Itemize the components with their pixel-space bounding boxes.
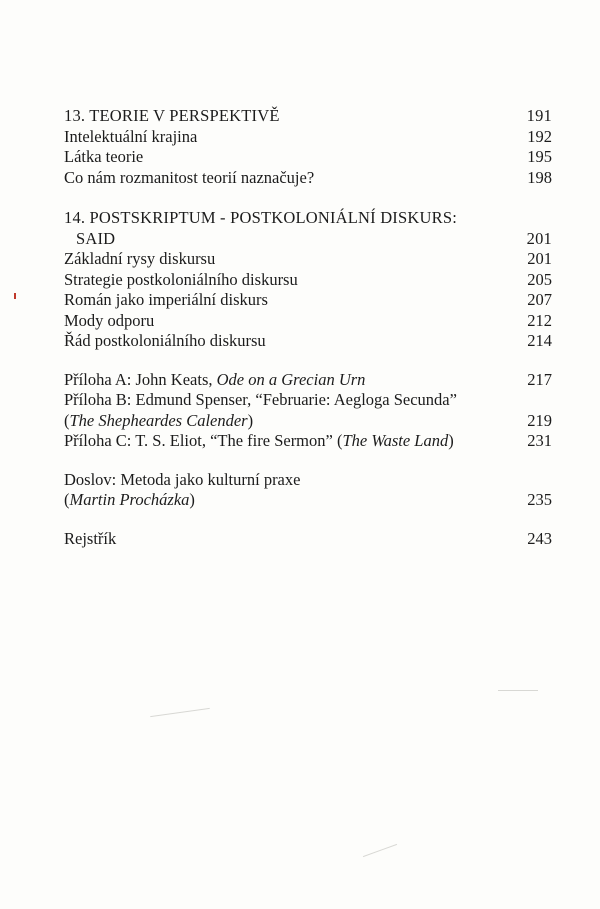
toc-entry-page: 207 [527, 290, 552, 309]
toc-appendix-b-cont[interactable] [64, 411, 552, 432]
afterword-title-line2 [64, 490, 522, 511]
afterword-paren-open: ( [64, 490, 70, 509]
toc-entry-page: 201 [527, 249, 552, 268]
toc-entry-page: 214 [527, 331, 552, 350]
toc-entry-title: Intelektuální krajina [64, 126, 198, 146]
index-page: 243 [527, 528, 552, 548]
toc-entry-page: 212 [527, 310, 552, 330]
spacer [64, 352, 552, 370]
appendix-c-page: 231 [527, 431, 552, 450]
toc-entry-title: Řád postkoloniálního diskursu [64, 331, 266, 350]
toc-chapter-14[interactable] [64, 208, 552, 229]
toc-entry-title: Co nám rozmanitost teorií naznačuje? [64, 167, 315, 187]
chapter-14-title-line2: SAID [76, 228, 116, 248]
appendix-b-page: 219 [527, 410, 552, 430]
appendix-b-title-line1: Příloha B: Edmund Spenser, “Februarie: Aegloga Secunda” [64, 390, 457, 409]
toc-entry-page: 205 [527, 269, 552, 289]
toc-entry[interactable] [64, 168, 552, 189]
afterword-title-line1: Doslov: Metoda jako kulturní praxe [64, 469, 301, 489]
appendix-a-work: Ode on a Grecian Urn [216, 369, 366, 389]
appendix-b-work: The Shepheardes Calender [69, 410, 248, 430]
chapter-14-page: 201 [526, 228, 552, 248]
toc-entry[interactable] [64, 270, 552, 291]
appendix-a-prefix: Příloha A: John Keats, [64, 369, 217, 389]
afterword-paren-close: ) [189, 490, 195, 509]
toc-entry-title: Román jako imperiální diskurs [64, 290, 268, 309]
table-of-contents [64, 106, 552, 549]
spacer [64, 511, 552, 529]
appendix-c-title [64, 431, 522, 452]
appendix-b-paren-close: ) [247, 410, 254, 430]
toc-afterword[interactable] [64, 470, 552, 491]
toc-entry[interactable] [64, 147, 552, 168]
toc-appendix-c[interactable] [64, 431, 552, 452]
chapter-13-page: 191 [526, 106, 552, 125]
toc-entry-title: Látka teorie [64, 147, 144, 166]
appendix-b-paren-open: ( [64, 410, 70, 430]
appendix-c-prefix: Příloha C: T. S. Eliot, “The fire Sermon” ( [64, 431, 343, 450]
red-ink-speck [14, 293, 16, 299]
toc-entry-page: 198 [527, 167, 552, 187]
chapter-14-title-line1: 14. POSTSKRIPTUM - POSTKOLONIÁLNÍ DISKURS: [64, 208, 457, 227]
paper-mark [498, 690, 538, 691]
toc-entry-title: Základní rysy diskursu [64, 249, 216, 268]
chapter-13-title: 13. TEORIE V PERSPEKTIVĚ [64, 106, 280, 125]
toc-entry[interactable] [64, 290, 552, 311]
appendix-a-title [64, 370, 522, 391]
toc-entry[interactable] [64, 311, 552, 332]
appendix-c-suffix: ) [448, 431, 454, 450]
toc-index[interactable] [64, 529, 552, 550]
appendix-b-title-line2 [64, 411, 522, 432]
toc-entry-title: Strategie postkoloniálního diskursu [64, 269, 298, 289]
appendix-c-work: The Waste Land [342, 431, 449, 450]
index-title: Rejstřík [64, 528, 117, 548]
spacer [64, 452, 552, 470]
toc-entry[interactable] [64, 331, 552, 352]
spacer [64, 188, 552, 208]
toc-appendix-a[interactable] [64, 370, 552, 391]
toc-entry-page: 192 [527, 126, 552, 146]
toc-entry[interactable] [64, 127, 552, 148]
appendix-a-page: 217 [527, 369, 552, 389]
toc-afterword-cont[interactable] [64, 490, 552, 511]
toc-appendix-b[interactable] [64, 390, 552, 411]
toc-entry[interactable] [64, 249, 552, 270]
paper-mark [150, 708, 210, 717]
toc-entry-page: 195 [527, 147, 552, 166]
toc-entry-title: Mody odporu [64, 310, 155, 330]
paper-mark [363, 844, 397, 857]
afterword-page: 235 [527, 490, 552, 509]
afterword-author: Martin Procházka [69, 490, 190, 509]
toc-chapter-13[interactable] [64, 106, 552, 127]
toc-chapter-14-cont[interactable] [64, 229, 552, 250]
